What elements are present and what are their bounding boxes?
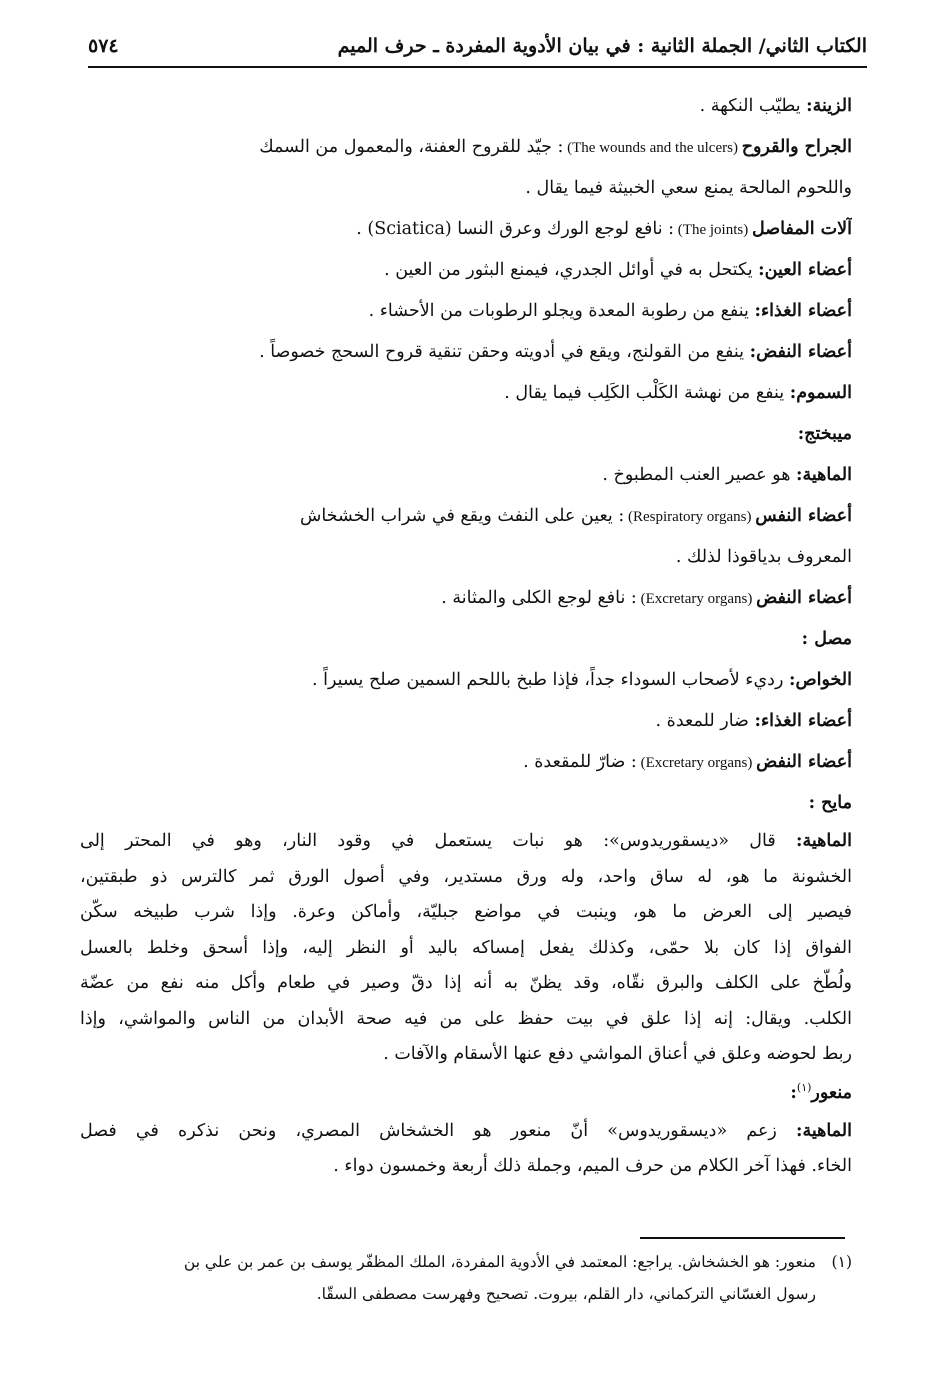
footnote-text: منعور: هو الخشخاش. يراجع: المعتمد في الأدوية المفردة، الملك المظفّر يوسف بن عمر بن علي بن xyxy=(183,1253,816,1271)
footnote-ref: (١) xyxy=(796,1080,812,1094)
line-text: هو عصير العنب المطبوخ . xyxy=(602,465,796,485)
header-rule xyxy=(88,66,867,68)
line-text: قال «ديسقوريدوس»: هو نبات يستعمل في وقود النار، وهو في المحتر إلى xyxy=(80,831,796,851)
line-text: ينفع من رطوبة المعدة ويجلو الرطوبات من الأحشاء . xyxy=(368,301,755,321)
english-gloss: (The joints) xyxy=(674,222,752,238)
paragraph-mayih xyxy=(80,824,852,1073)
term: أعضاء الغذاء: xyxy=(754,301,852,321)
line-text: ينفع من القولنج، ويقع في أدويته وحقن تنقية قروح السحج خصوصاً . xyxy=(259,342,750,362)
text-line xyxy=(80,895,852,931)
line-text: : يعين على النفث ويقع في شراب الخشخاش xyxy=(299,506,625,526)
text-line xyxy=(80,250,852,291)
footnote-line xyxy=(72,1246,852,1278)
text-line xyxy=(80,783,852,824)
text-line xyxy=(80,701,852,742)
heading-colon: : xyxy=(790,1082,797,1103)
term: آلات المفاصل xyxy=(751,219,852,239)
line-text: : جيّد للقروح العفنة، والمعمول من السمك xyxy=(259,137,564,157)
term: أعضاء النفض xyxy=(756,752,852,772)
term: الماهية: xyxy=(796,465,852,485)
footnote-text: رسول الغسّاني التركماني، دار القلم، بيروت. تصحيح وفهرست مصطفى السقّا. xyxy=(316,1285,816,1303)
paragraph-manour xyxy=(80,1114,852,1185)
line-text: الفواق إذا كان بلا حمّى، وكذلك يفعل إمساكه باليد أو النظر إليه، وإذا أسحق وخلط بالعسل xyxy=(80,937,852,958)
page-number: ٥٧٤ xyxy=(88,35,119,57)
line-text: زعم «ديسقوريدوس» أنّ منعور هو الخشخاش المصري، ونحن نذكره في فصل xyxy=(80,1120,796,1141)
text-line xyxy=(80,496,852,537)
term: مصل : xyxy=(801,629,852,649)
line-text: الكلب. ويقال: إنه إذا علق في بيت حفظ على من فيه صحة الأبدان من الناس والمواشي، وإذا xyxy=(80,1008,852,1029)
text-line xyxy=(80,537,852,578)
term: أعضاء النفض: xyxy=(749,342,852,362)
text-line xyxy=(80,1114,852,1150)
term: أعضاء العين: xyxy=(758,260,852,280)
line-text: ضار للمعدة . xyxy=(655,711,755,731)
text-line xyxy=(80,291,852,332)
text-line xyxy=(80,660,852,701)
line-text: يطيّب النكهة . xyxy=(699,96,807,116)
term: أعضاء النفض xyxy=(756,588,852,608)
term: أعضاء النفس xyxy=(755,506,852,526)
term: الجراح والقروح xyxy=(741,137,852,157)
line-text: : نافع لوجع الورك وعرق النسا (Sciatica) . xyxy=(356,219,675,239)
line-text: يكتحل به في أوائل الجدري، فيمنع البثور من العين . xyxy=(384,260,759,280)
line-text: واللحوم المالحة يمنع سعي الخبيثة فيما يقال . xyxy=(525,178,852,198)
text-line xyxy=(80,373,852,414)
term: مايح : xyxy=(808,793,852,813)
heading-manour xyxy=(80,1073,852,1114)
text-line xyxy=(80,332,852,373)
english-gloss: (Excretary organs) xyxy=(636,591,757,607)
line-text: : ضارّ للمقعدة . xyxy=(523,752,637,772)
footnote-line xyxy=(72,1278,852,1310)
running-title: الكتاب الثاني/ الجملة الثانية : في بيان الأدوية المفردة ـ حرف الميم xyxy=(337,35,867,57)
term: الخواص: xyxy=(788,670,852,690)
text-line xyxy=(80,209,852,250)
main-text xyxy=(80,86,852,1185)
term: أعضاء الغذاء: xyxy=(754,711,852,731)
text-line xyxy=(80,578,852,619)
text-line xyxy=(80,455,852,496)
entries-block xyxy=(80,86,852,824)
line-text: رديء لأصحاب السوداء جداً، فإذا طبخ باللحم السمين صلح يسيراً . xyxy=(311,670,789,690)
line-text: ينفع من نهشة الكَلْب الكَلِب فيما يقال . xyxy=(504,383,790,403)
text-line xyxy=(80,127,852,168)
text-line xyxy=(80,860,852,896)
page-header xyxy=(88,26,867,66)
text-line xyxy=(80,86,852,127)
term: ميبختج: xyxy=(797,424,852,444)
term: الزينة: xyxy=(806,96,852,116)
text-line xyxy=(80,931,852,967)
term: الماهية: xyxy=(796,1120,852,1141)
footnote-rule xyxy=(640,1237,845,1239)
footnotes xyxy=(72,1246,852,1310)
text-line xyxy=(80,1002,852,1038)
line-text: المعروف بدياقوذا لذلك . xyxy=(675,547,852,567)
text-line xyxy=(80,1037,852,1073)
term: الماهية: xyxy=(796,831,852,851)
line-text: فيصير إلى العرض ما هو، وينبت في مواضع جبليّة، وأماكن وعرة. وإذا شرب طبيخه سكّن xyxy=(80,902,852,922)
line-text: : نافع لوجع الكلى والمثانة . xyxy=(441,588,637,608)
text-line xyxy=(80,824,852,860)
line-text: الخاء. فهذا آخر الكلام من حرف الميم، وجملة ذلك أربعة وخمسون دواء . xyxy=(333,1156,852,1176)
term: منعور xyxy=(811,1082,852,1103)
line-text: ربط لحوضه وعلق في أعناق المواشي دفع عنها الأسقام والآفات . xyxy=(383,1044,852,1064)
footnote-number: (١) xyxy=(831,1253,852,1271)
text-line xyxy=(80,1149,852,1185)
english-gloss: (Excretary organs) xyxy=(636,755,757,771)
line-text: الخشونة ما هو، له ساق واحد، وله ورق مستدير، وفي أصول الورق ثمر كالترس ذو طبقتين، xyxy=(80,866,852,887)
text-line xyxy=(80,619,852,660)
term: السموم: xyxy=(789,383,852,403)
line-text: ولُطّخ على الكلف والبرق نقّاه، وقد يظنّ به أنه إذا دقّ وصير في طعام وأكل منه نفع من عضّة xyxy=(80,973,852,993)
text-line xyxy=(80,966,852,1002)
english-gloss: (Respiratory organs) xyxy=(624,509,756,525)
english-gloss: (The wounds and the ulcers) xyxy=(563,140,742,156)
text-line xyxy=(80,742,852,783)
text-line xyxy=(80,414,852,455)
text-line xyxy=(80,168,852,209)
